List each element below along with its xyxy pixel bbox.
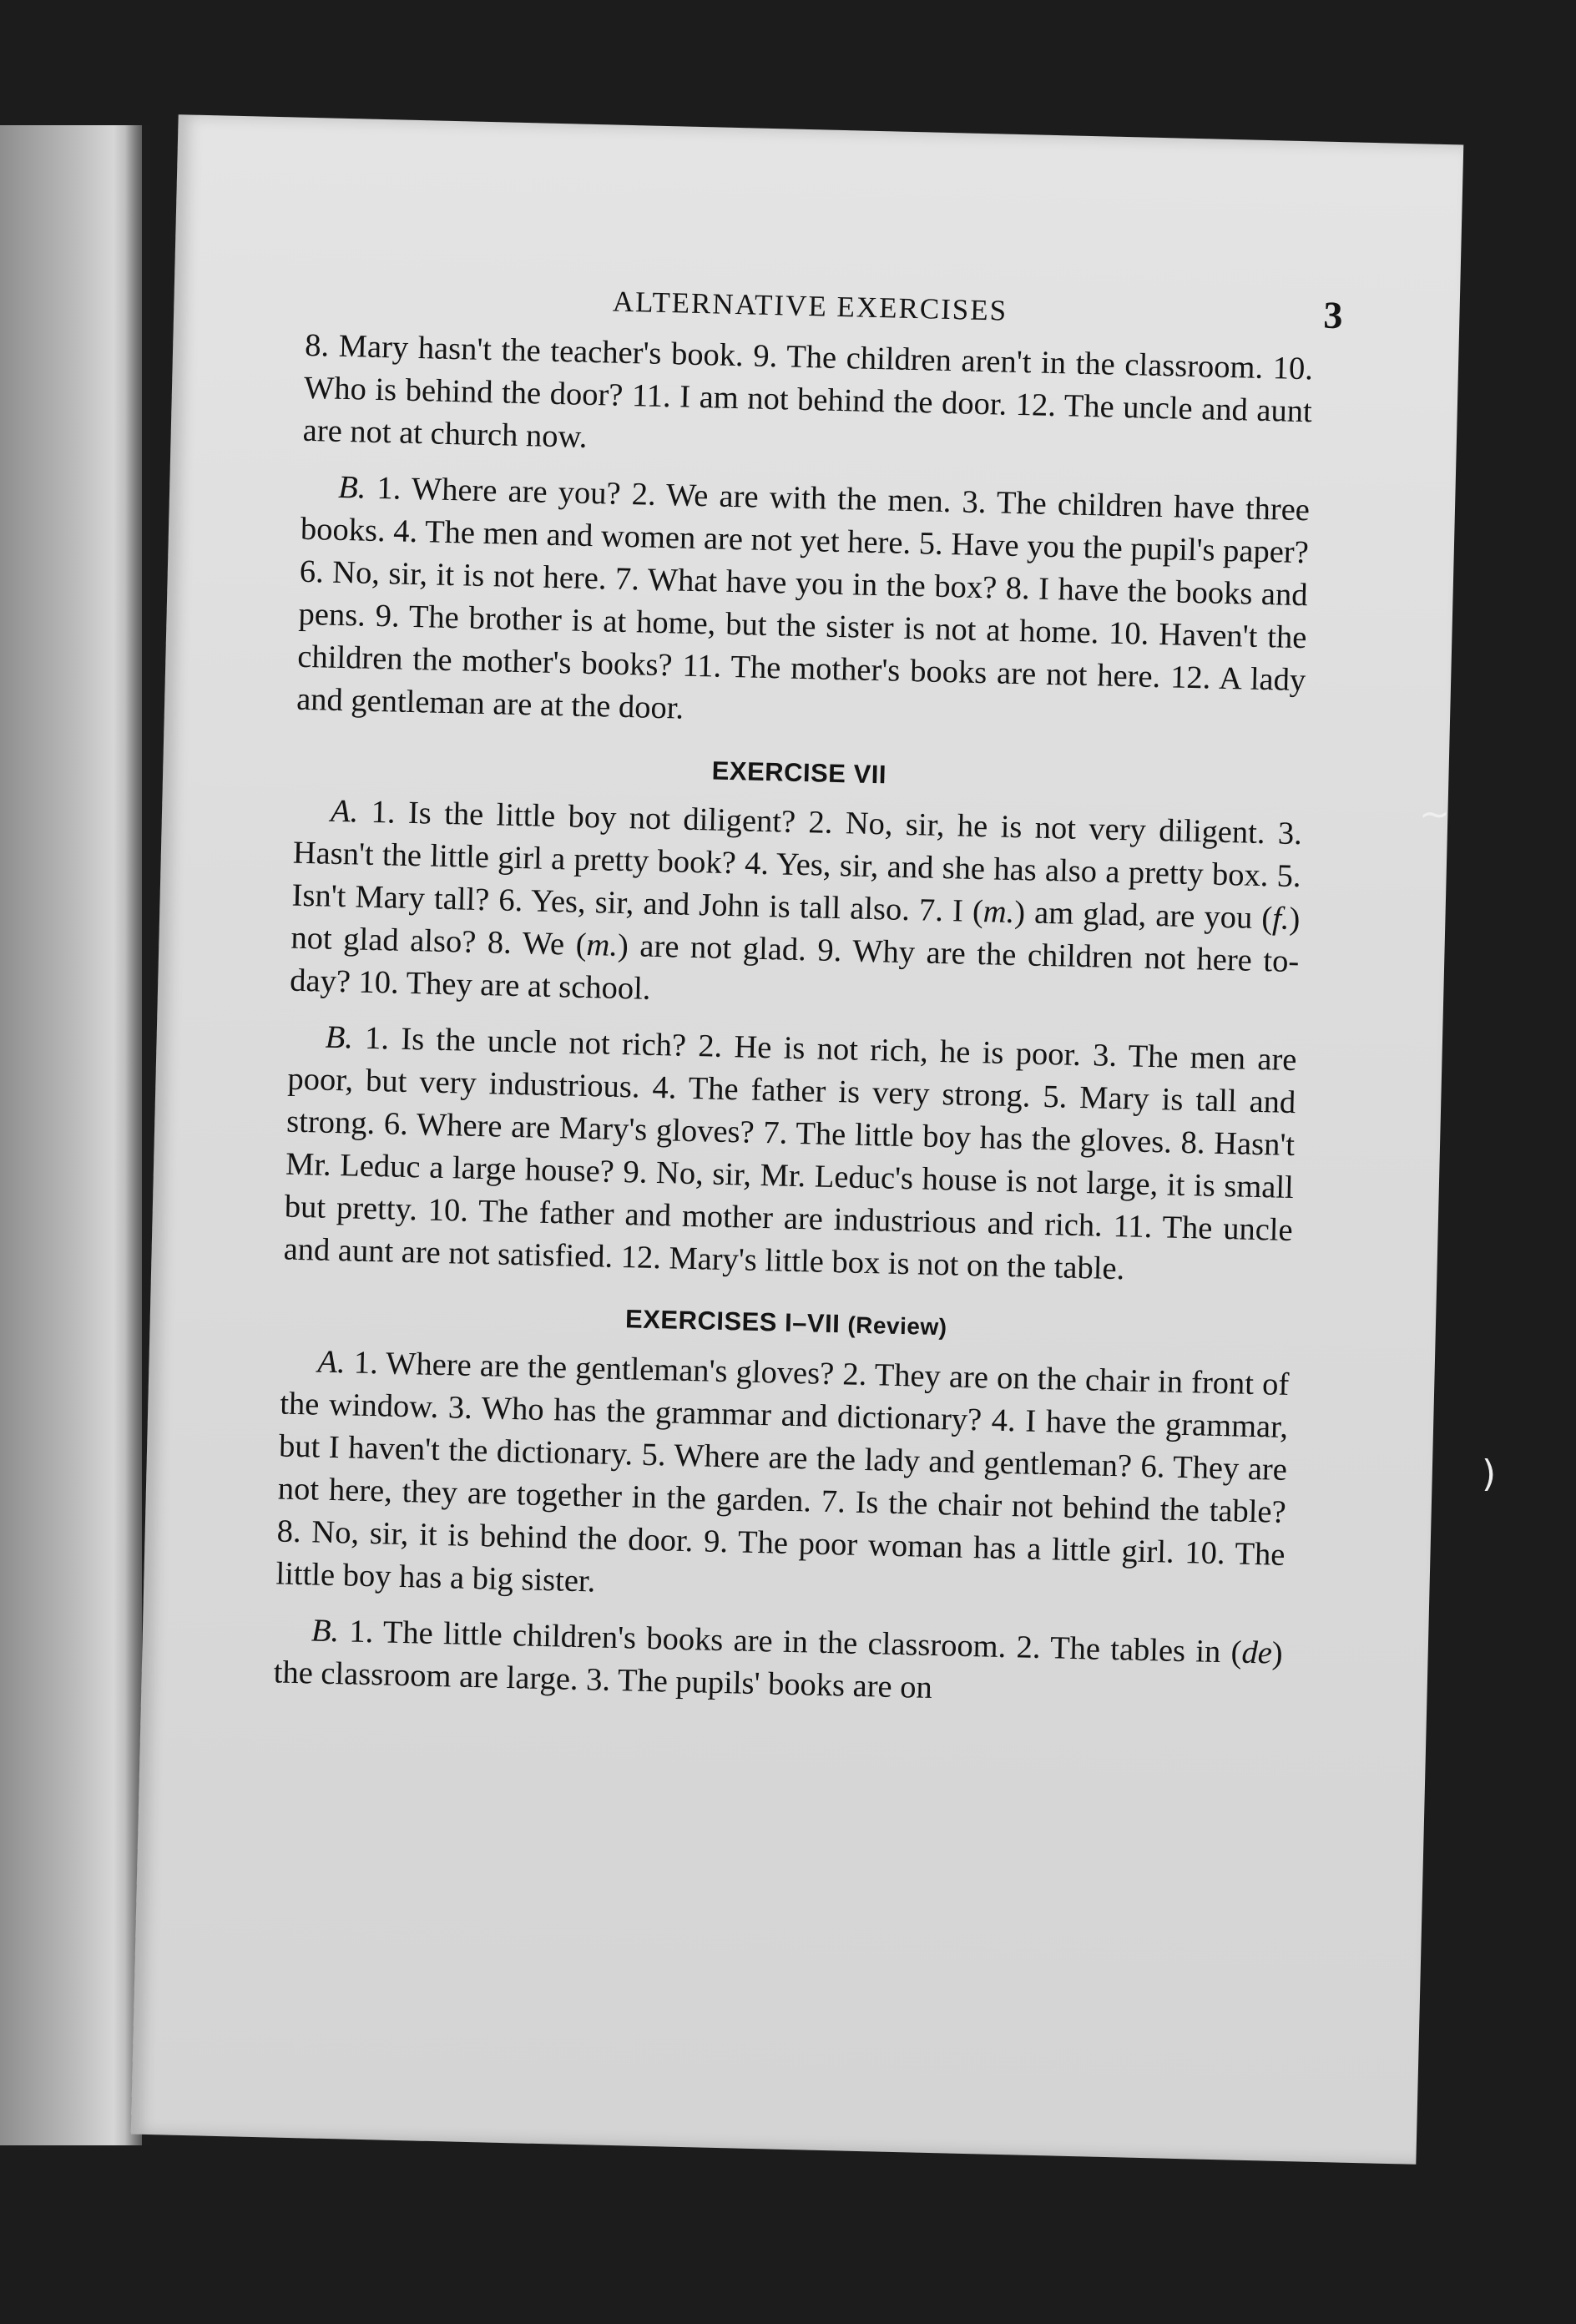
review-heading-text: EXERCISES I–VII — [624, 1304, 841, 1339]
part-letter-b: B. — [311, 1613, 340, 1650]
exercise-vii-part-a-text: ) are not glad. 9. Why are the children not here to-day? 10. They are at school. — [289, 927, 1300, 1007]
page-content — [273, 266, 1344, 1705]
masculine-marker: m. — [982, 894, 1015, 931]
feminine-marker: f. — [1271, 901, 1291, 937]
exercise-vii-heading-text: EXERCISE VII — [711, 755, 887, 790]
masculine-marker: m. — [586, 927, 619, 963]
continued-paragraph-text: 8. Mary hasn't the teacher's book. 9. The children aren't in the classroom. 10. Who is behind the door? 11. I am not behind the door. 12. The uncle and aunt are not at church now. — [302, 327, 1314, 455]
review-part-b — [273, 1609, 1283, 1717]
exercise-vii-part-a-text: ) am glad, are you ( — [1013, 895, 1273, 937]
page-number: 3 — [1322, 293, 1344, 337]
book-page — [131, 114, 1464, 2165]
exercise-vii-part-a — [290, 790, 1303, 1026]
exercise-vi-part-b-text: 1. Where are you? 2. We are with the men. 3. The children have three books. 4. The men and women are not yet here. 5. Have you the pupil's paper? 6. No, sir, it is not here. 7. What have you in the box? 8. I have the books and pens. 9. The brother is at home, but the sister is not at home. 10. Haven't the children the mother's books? 11. The mother's books are not here. 12. A lady and gentleman are at the door. — [296, 470, 1311, 726]
running-head — [306, 266, 1344, 337]
review-heading-suffix: (Review) — [847, 1311, 947, 1341]
margin-pencil-mark: ~ — [1419, 793, 1450, 836]
part-letter-b: B. — [325, 1019, 354, 1056]
body-text — [273, 325, 1314, 1731]
exercise-vii-part-b-text: 1. Is the uncle not rich? 2. He is not rich, he is poor. 3. The men are poor, but very industrious. 4. The father is very strong. 5. Mary is tall and strong. 6. Where are Mary's gloves? 7. The little boy has the gloves. 8. Hasn't Mr. Leduc a large house? 9. No, sir, Mr. Leduc's house is not large, it is small but pretty. 10. The father and mother are industrious and rich. 11. The uncle and aunt are not satisfied. 12. Mary's little box is not on the table. — [283, 1020, 1297, 1287]
margin-pencil-mark: ) — [1482, 1452, 1497, 1495]
review-part-a — [275, 1341, 1290, 1619]
continued-paragraph — [302, 325, 1313, 476]
exercise-vi-part-b — [296, 466, 1311, 745]
exercise-vii-part-a-text: ) not glad also? 8. We ( — [290, 901, 1301, 962]
running-head-title: ALTERNATIVE EXERCISES — [612, 285, 1008, 327]
part-letter-a: A. — [330, 793, 359, 830]
part-letter-b: B. — [337, 469, 366, 506]
previous-page-edge — [0, 125, 142, 2145]
exercise-vii-part-a-text: 1. Is the little boy not diligent? 2. No, sir, he is not very diligent. 3. Hasn't the little girl a pretty book? 4. Yes, sir, and she has also a pretty box. 5. Isn't Mary tall? 6. Yes, sir, and John is tall also. 7. I ( — [291, 794, 1303, 930]
part-letter-a: A. — [317, 1344, 346, 1381]
french-word-de: de — [1240, 1634, 1273, 1671]
exercise-vii-part-b — [283, 1016, 1297, 1295]
review-part-b-text: 1. The little children's books are in the classroom. 2. The tables in ( — [338, 1614, 1242, 1670]
review-part-b-text: ) the classroom are large. 3. The pupils' books are on — [273, 1635, 1284, 1705]
review-part-a-text: 1. Where are the gentleman's gloves? 2. They are on the chair in front of the window. 3. Who has the grammar and dictionary? 4. I have the grammar, but I haven't the dictionary. 5. Where are the lady and gentleman? 6. They are not here, they are together in the garden. 7. Is the chair not behind the table? 8. No, sir, it is behind the door. 9. The poor woman has a little girl. 10. The little boy has a big sister. — [275, 1345, 1290, 1599]
